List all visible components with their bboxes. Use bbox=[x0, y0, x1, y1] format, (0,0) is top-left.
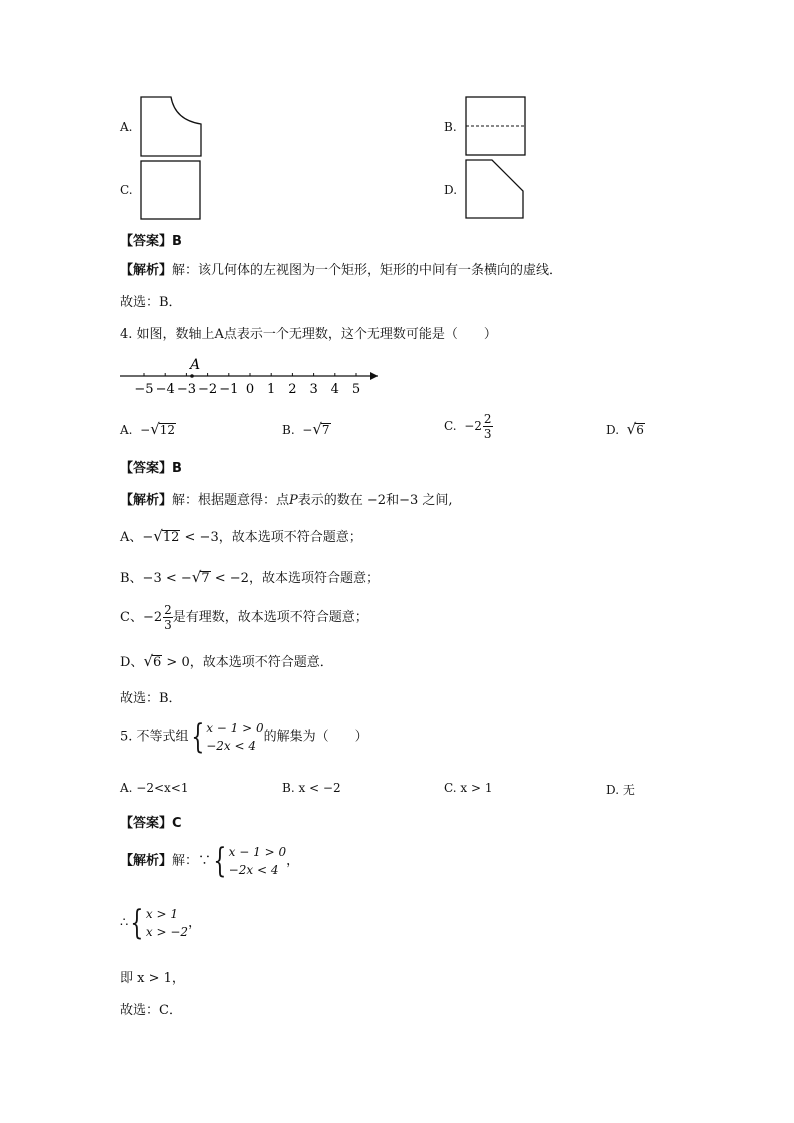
q4-b-pre: B、−3 < − bbox=[120, 571, 192, 586]
q5-therefore bbox=[120, 905, 201, 941]
radical-icon: √ bbox=[312, 420, 322, 438]
number-line-tick-label: −1 bbox=[219, 382, 239, 395]
fraction-numerator: 2 bbox=[164, 603, 172, 617]
q4-d-radicand: 6 bbox=[153, 655, 162, 670]
q3-analysis bbox=[120, 259, 562, 278]
radical-icon: √ bbox=[143, 652, 153, 670]
q5-result: 即 x > 1， bbox=[120, 971, 185, 986]
q3-option-c-label: C. bbox=[120, 183, 133, 197]
q4-option-a-radicand: 12 bbox=[159, 423, 176, 437]
q3-answer: 【答案】B bbox=[120, 234, 182, 249]
q4-option-b-label: B. bbox=[282, 423, 295, 437]
q4-option-b-radicand: 7 bbox=[321, 423, 330, 437]
q3-analysis-text: 解：该几何体的左视图为一个矩形，矩形的中间有一条横向的虚线． bbox=[172, 263, 563, 278]
q4-option-c-whole: −2 bbox=[464, 419, 482, 433]
q4-analysis-d bbox=[120, 651, 333, 670]
q4-c-pre: C、−2 bbox=[120, 610, 163, 625]
q5-analysis-comma: ， bbox=[286, 853, 300, 869]
q5-analysis-tag: 【解析】 bbox=[120, 853, 173, 869]
q5-option-c: C. x > 1 bbox=[444, 781, 493, 795]
q4-option-a-sign: − bbox=[140, 423, 151, 437]
q3-option-b-figure bbox=[464, 95, 528, 159]
number-line-tick-label: 5 bbox=[351, 382, 361, 395]
number-line-tick-label: 0 bbox=[245, 382, 255, 395]
q5-answer: 【答案】C bbox=[120, 816, 182, 831]
point-a-label: A bbox=[190, 357, 201, 373]
q5-option-d: D. 无 bbox=[606, 783, 635, 797]
q4-b-post: < −2，故本选项符合题意； bbox=[210, 571, 379, 586]
radical-icon: √ bbox=[153, 527, 163, 545]
q3-option-c-figure bbox=[138, 158, 204, 222]
q4-analysis-b bbox=[120, 567, 379, 586]
q4-analysis-a bbox=[120, 526, 362, 545]
q5-inequality-1: x − 1 > 0 bbox=[206, 721, 264, 735]
fraction-denominator: 3 bbox=[483, 427, 492, 441]
q5-analysis-pre: 解：∵ bbox=[172, 853, 212, 869]
q5-analysis-system bbox=[229, 843, 286, 879]
q4-d-pre: D、 bbox=[120, 655, 144, 670]
q5-therefore-ineq-2: x > −2 bbox=[145, 925, 189, 939]
radical-icon: √ bbox=[150, 420, 160, 438]
q4-analysis bbox=[120, 489, 453, 508]
number-line-tick-label: 2 bbox=[288, 382, 297, 395]
q3-option-a-label: A. bbox=[120, 120, 133, 134]
q5-inequality-2: −2x < 4 bbox=[206, 739, 256, 753]
q4-option-d-radicand: 6 bbox=[636, 423, 644, 437]
fraction-denominator: 3 bbox=[164, 618, 172, 632]
q4-option-a-label: A. bbox=[120, 423, 133, 437]
q5-therefore-system bbox=[146, 905, 188, 941]
q4-option-d bbox=[606, 420, 645, 438]
q4-a-post: < −3，故本选项不符合题意； bbox=[180, 530, 362, 545]
q4-number-line bbox=[116, 353, 386, 395]
q4-a-radicand: 12 bbox=[162, 530, 180, 545]
q5-therefore-comma: ， bbox=[188, 915, 202, 931]
q5-stem-post: 的解集为（ ） bbox=[263, 729, 368, 745]
q5-analysis bbox=[120, 843, 299, 879]
q4-option-b-sign: − bbox=[302, 423, 313, 437]
number-line-tick-label: 1 bbox=[267, 382, 276, 395]
q4-option-a bbox=[120, 420, 176, 438]
q3-option-a-figure bbox=[138, 94, 208, 160]
q4-analysis-tag: 【解析】 bbox=[120, 493, 173, 508]
q3-conclusion: 故选：B． bbox=[120, 295, 182, 310]
point-a-marker bbox=[190, 374, 194, 378]
q5-stem-pre: 5. 不等式组 bbox=[120, 729, 189, 745]
number-line-tick-label: −3 bbox=[176, 382, 196, 395]
q4-option-d-label: D. bbox=[606, 423, 620, 437]
q3-analysis-tag: 【解析】 bbox=[120, 263, 173, 278]
q4-conclusion: 故选：B． bbox=[120, 691, 182, 706]
q4-answer: 【答案】B bbox=[120, 461, 182, 476]
q5-option-a: A. −2<x<1 bbox=[120, 781, 189, 795]
q4-analysis-post: 表示的数在 −2和−3 之间, bbox=[297, 493, 453, 508]
q4-analysis-c bbox=[120, 604, 368, 631]
q3-option-d-figure bbox=[464, 158, 528, 222]
q5-stem bbox=[120, 719, 368, 755]
number-line-tick-label: −4 bbox=[155, 382, 175, 395]
q5-analysis-ineq-2: −2x < 4 bbox=[228, 863, 279, 877]
q5-therefore-ineq-1: x > 1 bbox=[145, 907, 179, 921]
q4-d-post: > 0，故本选项不符合题意． bbox=[162, 655, 333, 670]
number-line-arrow-icon bbox=[370, 372, 378, 380]
q5-analysis-ineq-1: x − 1 > 0 bbox=[228, 845, 287, 859]
fraction-numerator: 2 bbox=[483, 412, 492, 426]
q4-option-c-fraction bbox=[483, 413, 493, 440]
radical-icon: √ bbox=[626, 420, 637, 438]
q4-stem: 4. 如图，数轴上A点表示一个无理数，这个无理数可能是（ ） bbox=[120, 327, 497, 342]
number-line-tick-label: −2 bbox=[198, 382, 218, 395]
number-line-tick-label: 4 bbox=[330, 382, 339, 395]
q4-a-pre: A、− bbox=[120, 530, 154, 545]
q4-c-post: 是有理数，故本选项不符合题意； bbox=[172, 610, 368, 625]
left-brace-icon: { bbox=[213, 841, 227, 881]
q4-option-b bbox=[282, 420, 331, 438]
q4-analysis-var: P bbox=[289, 493, 298, 508]
q5-conclusion: 故选：C． bbox=[120, 1003, 182, 1018]
q5-option-b: B. x < −2 bbox=[282, 781, 341, 795]
q3-option-d-label: D. bbox=[444, 183, 458, 197]
q5-inequality-system bbox=[206, 719, 263, 755]
therefore-icon: ∴ bbox=[120, 915, 129, 931]
number-line-tick-label: −5 bbox=[134, 382, 154, 395]
q4-b-radicand: 7 bbox=[201, 571, 210, 586]
left-brace-icon: { bbox=[190, 717, 204, 757]
number-line-tick-label: 3 bbox=[309, 382, 318, 395]
q3-option-b-label: B. bbox=[444, 120, 457, 134]
radical-icon: √ bbox=[191, 568, 202, 586]
q4-c-fraction bbox=[163, 604, 173, 631]
q4-option-c-label: C. bbox=[444, 419, 457, 433]
q4-analysis-pre: 解：根据题意得：点 bbox=[172, 493, 290, 508]
left-brace-icon: { bbox=[130, 903, 144, 943]
q4-option-c bbox=[444, 413, 493, 440]
